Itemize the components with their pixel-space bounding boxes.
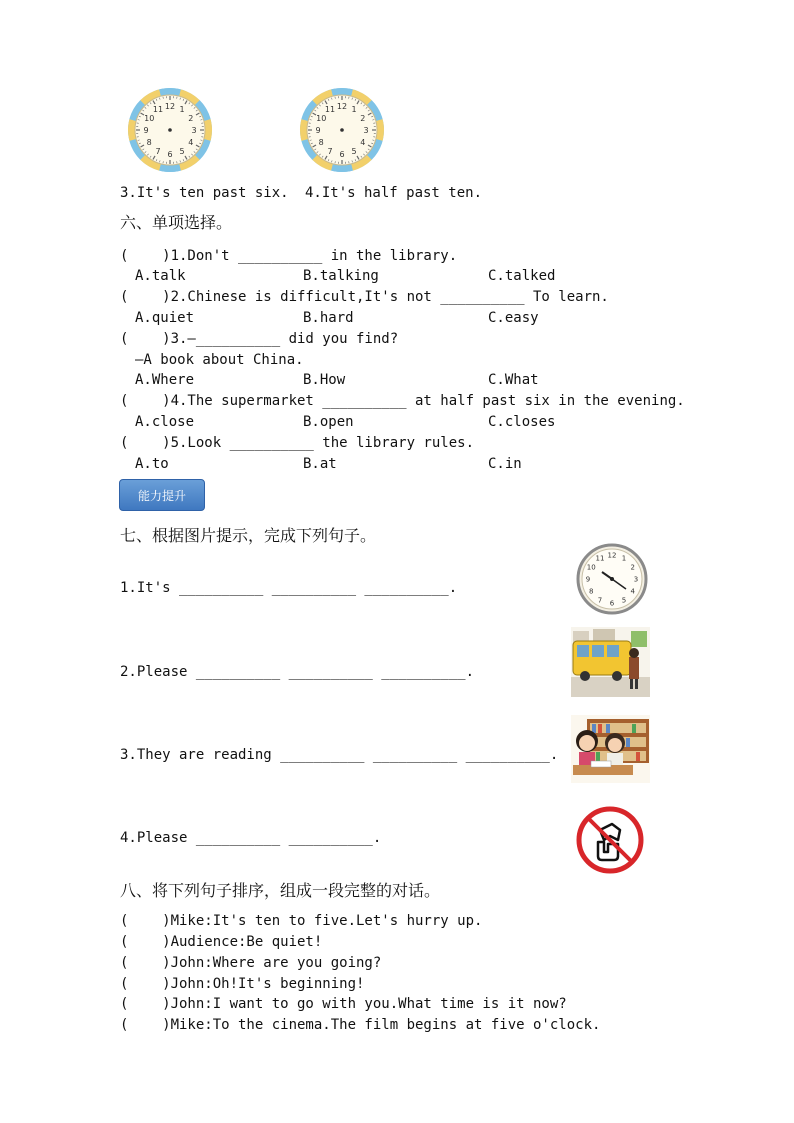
- reading-picture: [571, 715, 650, 783]
- s8-line-2: ( )Audience:Be quiet!: [120, 934, 323, 950]
- svg-text:3: 3: [191, 126, 197, 135]
- q5-option-b[interactable]: B.at: [303, 456, 337, 472]
- s8-line-4: ( )John:Oh!It's beginning!: [120, 976, 365, 992]
- svg-text:11: 11: [324, 105, 336, 115]
- svg-text:1: 1: [621, 554, 627, 563]
- q4-stem: ( )4.The supermarket __________ at half past six in the evening.: [120, 393, 685, 409]
- clock-picture: [574, 543, 650, 615]
- q3-option-c[interactable]: C.What: [488, 372, 539, 388]
- q2-stem: ( )2.Chinese is difficult,It's not __________ To learn.: [120, 289, 609, 305]
- s7-item-3: 3.They are reading __________ __________ __________.: [120, 747, 559, 763]
- svg-text:2: 2: [188, 114, 194, 123]
- q3-stem-answer: —A book about China.: [135, 352, 304, 368]
- bus-icon: [571, 627, 650, 697]
- clock-face-3: [124, 85, 216, 175]
- q5-stem: ( )5.Look __________ the library rules.: [120, 435, 475, 451]
- q3-stem: ( )3.—__________ did you find?: [120, 331, 399, 347]
- svg-text:2: 2: [360, 114, 366, 123]
- svg-text:1: 1: [351, 105, 357, 115]
- s8-line-5: ( )John:I want to go with you.What time is it now?: [120, 996, 567, 1012]
- svg-text:4: 4: [360, 138, 366, 147]
- svg-text:10: 10: [586, 563, 596, 572]
- svg-text:6: 6: [339, 150, 345, 159]
- section7-title: 七、根据图片提示，完成下列句子。: [120, 526, 377, 545]
- q4-option-a[interactable]: A.close: [135, 414, 195, 430]
- svg-text:11: 11: [152, 105, 164, 115]
- no-litter-sign-icon: [574, 806, 646, 874]
- s7-item-2: 2.Please __________ __________ __________.: [120, 664, 475, 680]
- svg-text:11: 11: [595, 554, 605, 563]
- svg-text:7: 7: [597, 596, 603, 605]
- reading-children-icon: [571, 715, 650, 783]
- clock-icon: [124, 85, 216, 175]
- ability-badge: 能力提升: [119, 479, 205, 511]
- s8-line-3: ( )John:Where are you going?: [120, 955, 382, 971]
- svg-text:10: 10: [144, 114, 155, 123]
- no-littering-sign-picture: [574, 806, 646, 874]
- q5-option-a[interactable]: A.to: [135, 456, 169, 472]
- bus-picture: [571, 627, 650, 697]
- s7-item-1: 1.It's __________ __________ __________.: [120, 580, 458, 596]
- section6-title: 六、单项选择。: [120, 213, 233, 232]
- svg-text:7: 7: [155, 146, 161, 156]
- svg-text:9: 9: [585, 575, 591, 584]
- svg-text:7: 7: [327, 146, 333, 156]
- svg-text:6: 6: [167, 150, 173, 159]
- svg-text:4: 4: [188, 138, 194, 147]
- svg-text:12: 12: [336, 102, 348, 111]
- q4-option-b[interactable]: B.open: [303, 414, 354, 430]
- s8-line-1: ( )Mike:It's ten to five.Let's hurry up.: [120, 913, 483, 929]
- svg-text:5: 5: [621, 596, 627, 605]
- q3-option-a[interactable]: A.Where: [135, 372, 195, 388]
- svg-text:3: 3: [363, 126, 369, 135]
- svg-text:1: 1: [179, 105, 185, 115]
- q2-option-b[interactable]: B.hard: [303, 310, 354, 326]
- svg-text:5: 5: [179, 146, 185, 156]
- q1-stem: ( )1.Don't __________ in the library.: [120, 248, 458, 264]
- clock-face-4: [296, 85, 388, 175]
- svg-text:10: 10: [316, 114, 327, 123]
- clock-caption-3: 3.It's ten past six.: [120, 185, 289, 201]
- svg-text:9: 9: [143, 126, 149, 135]
- clock-icon: [574, 543, 650, 615]
- svg-text:9: 9: [315, 126, 321, 135]
- section8-title: 八、将下列句子排序，组成一段完整的对话。: [120, 881, 441, 900]
- q1-option-a[interactable]: A.talk: [135, 268, 186, 284]
- q3-option-b[interactable]: B.How: [303, 372, 346, 388]
- q1-option-c[interactable]: C.talked: [488, 268, 556, 284]
- svg-text:12: 12: [607, 551, 617, 560]
- s7-item-4: 4.Please __________ __________.: [120, 830, 382, 846]
- svg-text:2: 2: [630, 563, 636, 572]
- svg-text:8: 8: [146, 138, 152, 147]
- svg-text:3: 3: [633, 575, 639, 584]
- q4-option-c[interactable]: C.closes: [488, 414, 556, 430]
- svg-text:5: 5: [351, 146, 357, 156]
- svg-text:12: 12: [164, 102, 176, 111]
- clock-icon: [296, 85, 388, 175]
- s8-line-6: ( )Mike:To the cinema.The film begins at five o'clock.: [120, 1017, 601, 1033]
- q1-option-b[interactable]: B.talking: [303, 268, 379, 284]
- svg-text:8: 8: [318, 138, 324, 147]
- svg-text:8: 8: [588, 587, 594, 596]
- clock-caption-4: 4.It's half past ten.: [305, 185, 483, 201]
- svg-text:6: 6: [609, 599, 615, 608]
- q2-option-c[interactable]: C.easy: [488, 310, 539, 326]
- q2-option-a[interactable]: A.quiet: [135, 310, 195, 326]
- q5-option-c[interactable]: C.in: [488, 456, 522, 472]
- svg-text:4: 4: [630, 587, 636, 596]
